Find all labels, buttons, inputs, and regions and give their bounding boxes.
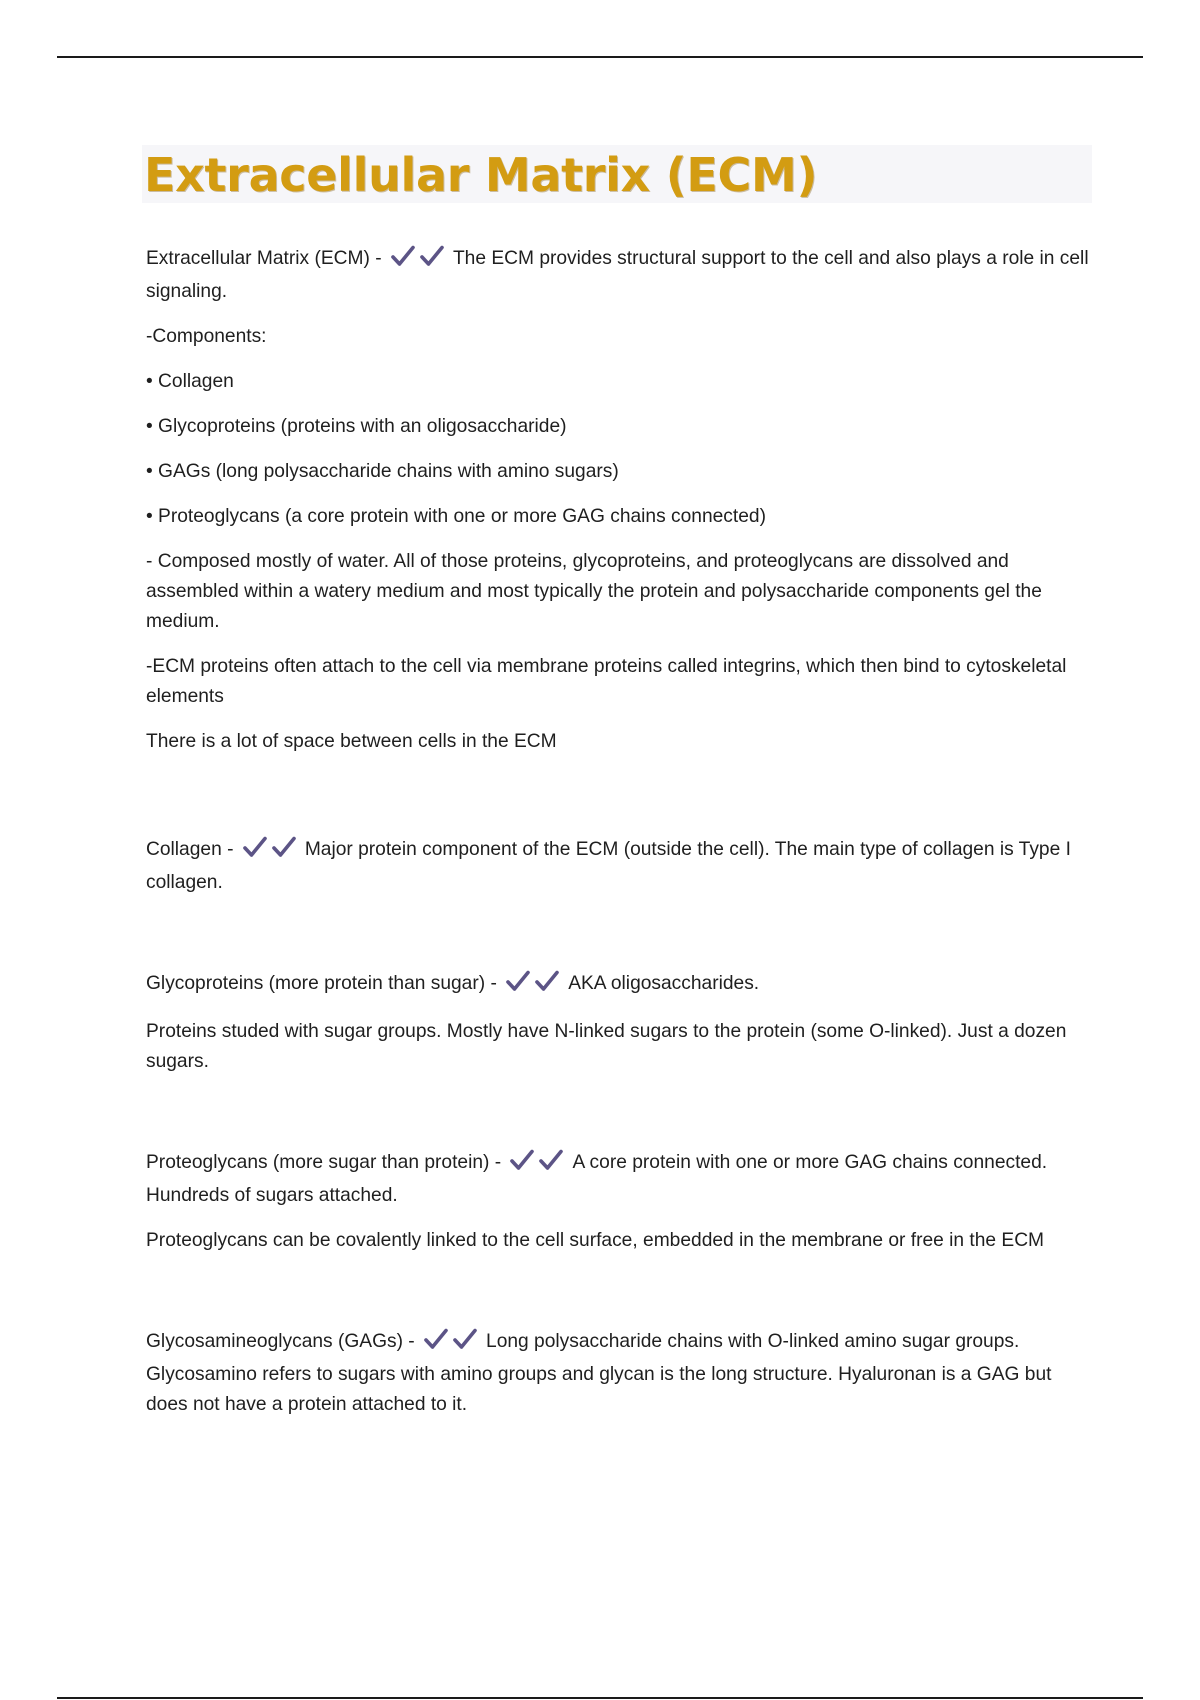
answer-checks <box>424 1328 482 1360</box>
gags-term: Glycosamineoglycans (GAGs) - <box>146 1331 415 1352</box>
checkmark-icon <box>243 836 267 858</box>
checkmark-icon <box>506 970 530 992</box>
glycoproteins-definition: AKA oligosaccharides. <box>568 973 760 994</box>
ecm-term: Extracellular Matrix (ECM) - <box>146 248 382 269</box>
space-note: There is a lot of space between cells in the ECM <box>146 731 557 752</box>
checkmark-icon <box>535 970 559 992</box>
proteoglycans-note: Proteoglycans can be covalently linked to the cell surface, embedded in the membrane or free in the ECM <box>146 1230 1045 1251</box>
collagen-definition: Major protein component of the ECM (outside the cell). The main type of collagen is Type I collagen. <box>146 839 1071 893</box>
water-note: - Composed mostly of water. All of those proteins, glycoproteins, and proteoglycans are dissolved and assembled within a watery medium and most typically the protein and polysaccharide components gel the medium. <box>146 551 1042 632</box>
checkmark-icon <box>510 1149 534 1171</box>
section-spacer <box>146 1092 1096 1148</box>
checkmark-icon <box>272 836 296 858</box>
document-body <box>146 244 1096 1435</box>
checkmark-icon <box>391 245 415 267</box>
answer-checks <box>510 1149 568 1181</box>
collagen-entry <box>146 835 1096 898</box>
gags-entry <box>146 1327 1096 1420</box>
gags-definition: Long polysaccharide chains with O-linked amino sugar groups. Glycosamino refers to sugars with amino groups and glycan is the long structure. Hyaluronan is a GAG but does not have a protein attached to it. <box>146 1331 1052 1415</box>
glycoproteins-note: Proteins studed with sugar groups. Mostly have N-linked sugars to the protein (some O-linked). Just a dozen sugars. <box>146 1021 1067 1072</box>
answer-checks <box>506 970 564 1002</box>
ecm-entry <box>146 244 1096 307</box>
integrins-note: -ECM proteins often attach to the cell via membrane proteins called integrins, which then bind to cytoskeletal elements <box>146 656 1067 707</box>
component-item: • Proteoglycans (a core protein with one or more GAG chains connected) <box>146 506 766 527</box>
proteoglycans-entry <box>146 1148 1096 1211</box>
section-spacer <box>146 772 1096 835</box>
glycoproteins-entry <box>146 969 1096 1002</box>
bottom-rule <box>57 1697 1143 1699</box>
components-heading: -Components: <box>146 326 267 347</box>
component-item: • GAGs (long polysaccharide chains with amino sugars) <box>146 461 619 482</box>
glycoproteins-term: Glycoproteins (more protein than sugar) - <box>146 973 497 994</box>
answer-checks <box>243 836 301 868</box>
section-spacer <box>146 1271 1096 1327</box>
component-item: • Collagen <box>146 371 234 392</box>
collagen-term: Collagen - <box>146 839 234 860</box>
checkmark-icon <box>424 1328 448 1350</box>
checkmark-icon <box>453 1328 477 1350</box>
component-item: • Glycoproteins (proteins with an oligosaccharide) <box>146 416 567 437</box>
ecm-definition: The ECM provides structural support to the cell and also plays a role in cell signaling. <box>146 248 1089 302</box>
checkmark-icon <box>420 245 444 267</box>
checkmark-icon <box>539 1149 563 1171</box>
section-spacer <box>146 913 1096 969</box>
proteoglycans-definition: A core protein with one or more GAG chains connected. Hundreds of sugars attached. <box>146 1152 1048 1206</box>
top-rule <box>57 56 1143 58</box>
document-title: Extracellular Matrix (ECM) <box>144 148 818 202</box>
proteoglycans-term: Proteoglycans (more sugar than protein) - <box>146 1152 502 1173</box>
answer-checks <box>391 245 449 277</box>
